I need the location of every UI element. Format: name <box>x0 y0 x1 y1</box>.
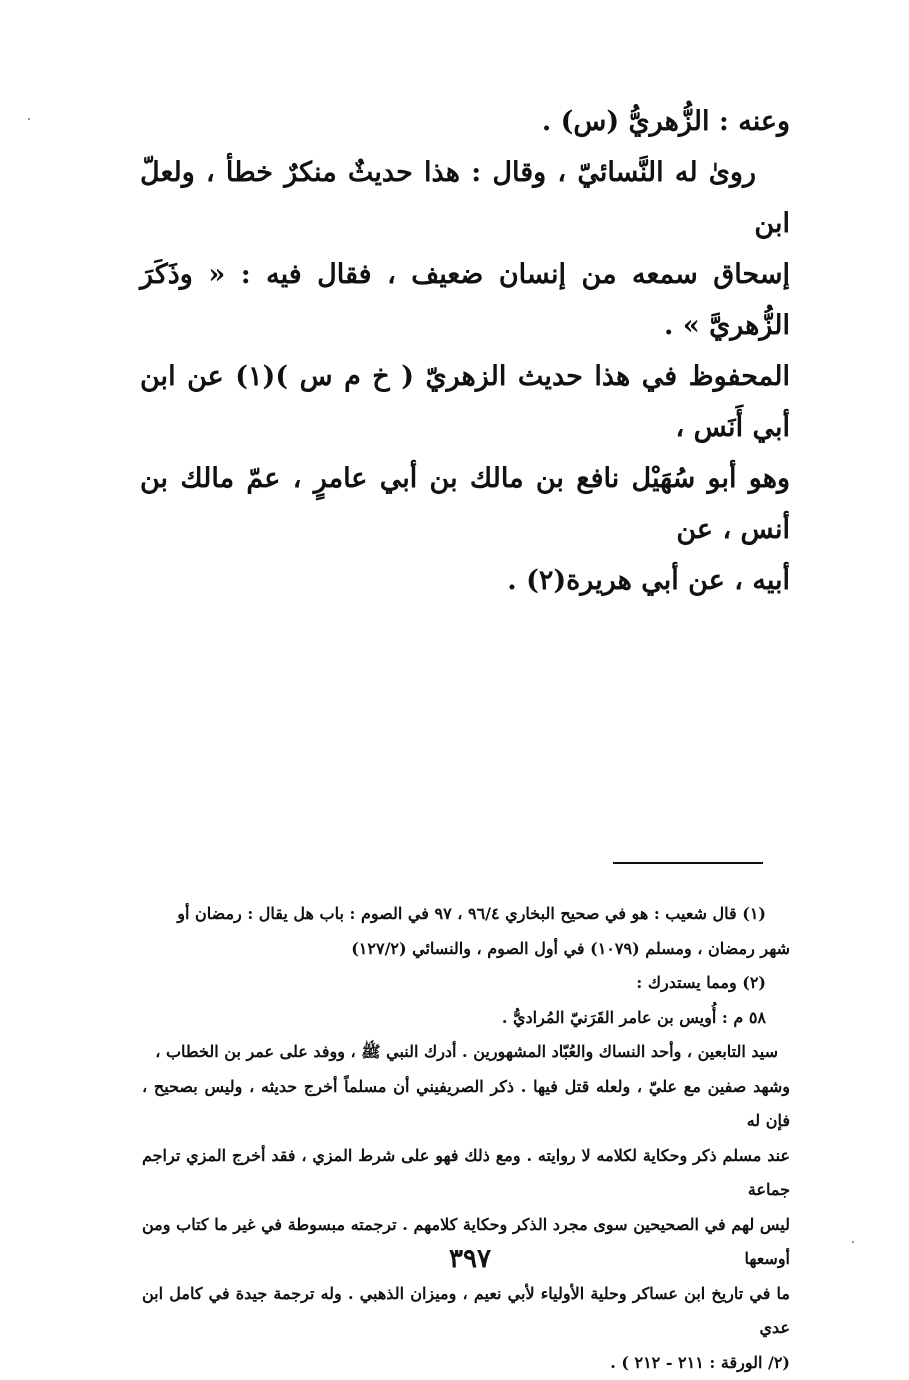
main-paragraph-line: أبيه ، عن أبي هريرة(٢) . <box>140 555 790 606</box>
footnote-2-body-line: ما في تاريخ ابن عساكر وحلية الأولياء لأبي نعيم ، وميزان الذهبي . وله ترجمة جيدة في كامل ابن عدي <box>142 1277 790 1346</box>
footnote-divider <box>613 862 763 864</box>
footnotes <box>142 897 790 1380</box>
footnote-2-body-line: سيد التابعين ، وأحد النساك والعُبّاد المشهورين . أدرك النبي ﷺ ، ووفد على عمر بن الخطاب ، <box>142 1035 790 1070</box>
footnote-2-body-line: عند مسلم ذكر وحكاية لكلامه لا روايته . ومع ذلك فهو على شرط المزي ، فقد أخرج المزي تراجم جماعة <box>142 1139 790 1208</box>
main-paragraph-line: المحفوظ في هذا حديث الزهريّ ( خ م س )(١) عن ابن أبي أَنَس ، <box>140 351 790 453</box>
main-text <box>140 96 790 606</box>
footnote-1-line: (١) قال شعيب : هو في صحيح البخاري ٩٦/٤ ، ٩٧ في الصوم : باب هل يقال : رمضان أو <box>142 897 790 932</box>
main-paragraph-line: وهو أبو سُهَيْل نافع بن مالك بن أبي عامرٍ ، عمّ مالك بن أنس ، عن <box>140 453 790 555</box>
main-paragraph-line: رویٰ له النَّسائيّ ، وقال : هذا حديثٌ منكرٌ خطأ ، ولعلّ ابن <box>140 147 790 249</box>
scan-speck <box>28 118 30 120</box>
footnote-2-body-line: وشهد صفين مع عليّ ، ولعله قتل فيها . ذكر الصريفيني أن مسلماً أخرج حديثه ، وليس بصحيح ، فإن له <box>142 1070 790 1139</box>
footnote-2-entry-title: ٥٨ م : أُويس بن عامر القَرَنيّ المُراديُّ . <box>142 1001 790 1036</box>
footnote-2-body-line: ليس لهم في الصحيحين سوى مجرد الذكر وحكاية كلامهم . ترجمته مبسوطة في غير ما كتاب ومن أوسعها <box>142 1208 790 1277</box>
footnote-2-body-line: (٢/ الورقة : ٢١١ - ٢١٢ ) . <box>142 1346 790 1380</box>
footnote-2-line: (٢) ومما يستدرك : <box>142 966 790 1001</box>
footnote-1-line: شهر رمضان ، ومسلم (١٠٧٩) في أول الصوم ، والنسائي (١٢٧/٢) <box>142 932 790 967</box>
main-paragraph-line: إسحاق سمعه من إنسان ضعيف ، فقال فيه : « وذَكَرَ الزُّهريَّ » . <box>140 249 790 351</box>
scan-speck <box>852 1241 854 1243</box>
page-number: ٣٩٧ <box>430 1244 510 1274</box>
narrator-line: وعنه : الزُّهريُّ (س) . <box>140 96 790 147</box>
